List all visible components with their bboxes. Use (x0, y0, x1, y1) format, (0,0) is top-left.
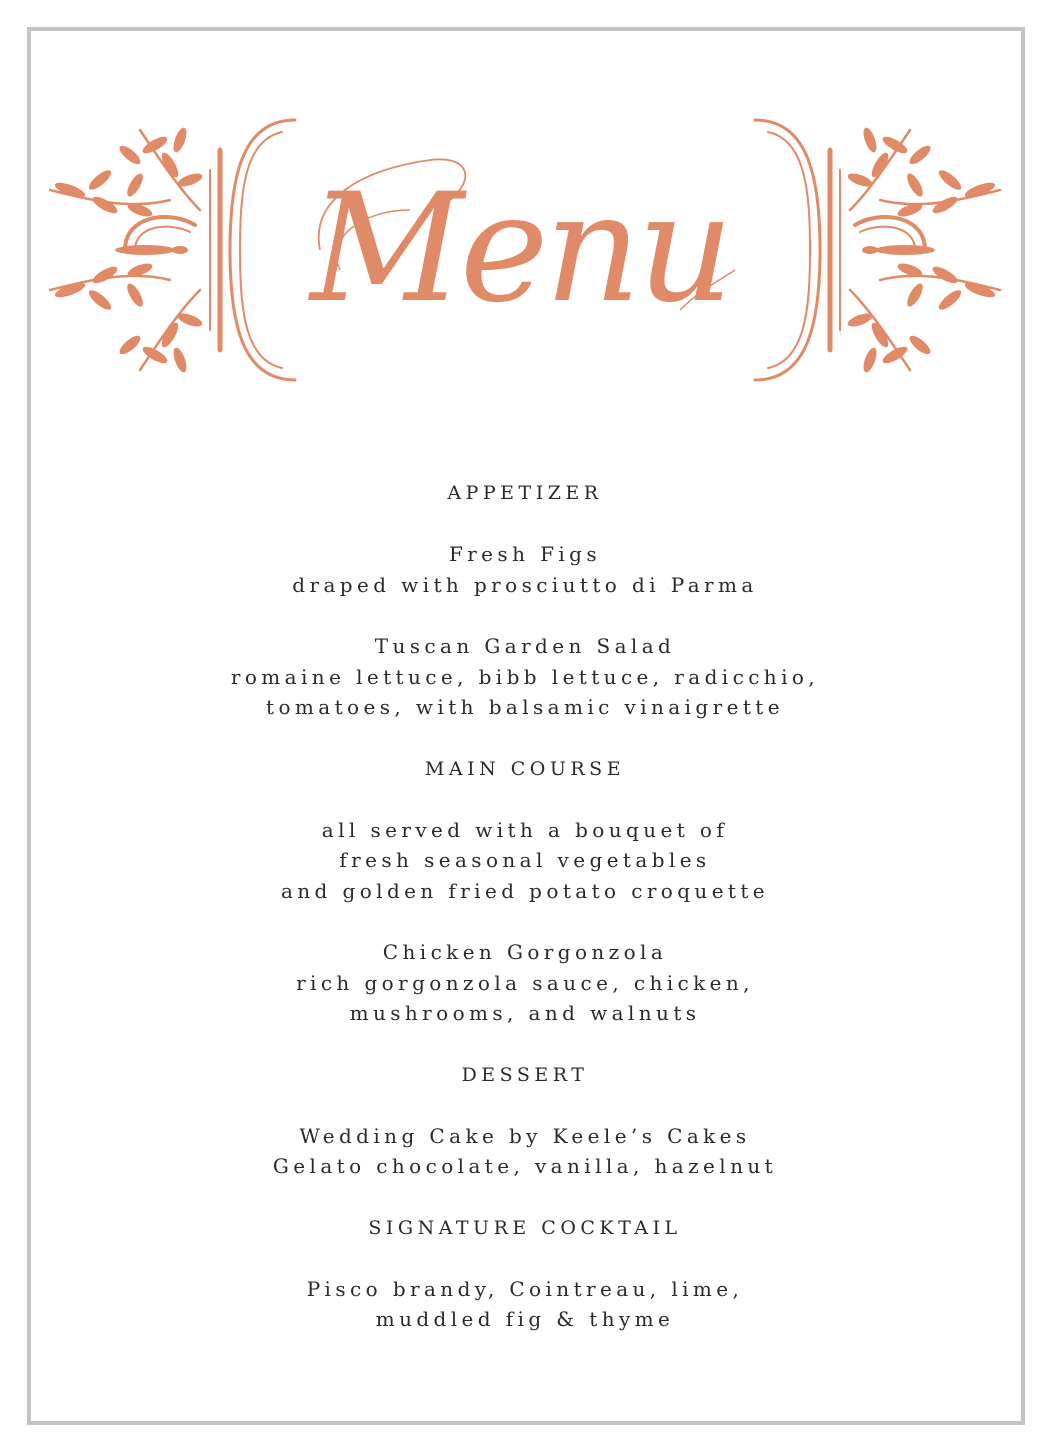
section-signature-cocktail (100, 1213, 950, 1335)
item-line: romaine lettuce, bibb lettuce, radicchio, (230, 664, 820, 689)
menu-item (100, 815, 950, 907)
menu-item (100, 1121, 950, 1182)
floral-bracket-icon (740, 110, 1020, 390)
item-line: draped with prosciutto di Parma (292, 572, 758, 597)
floral-bracket-icon (30, 110, 310, 390)
menu-header (0, 0, 1050, 420)
section-heading: APPETIZER (447, 482, 603, 504)
menu-title (300, 140, 740, 340)
menu-item (100, 631, 950, 723)
section-dessert (100, 1060, 950, 1182)
section-main-course (100, 754, 950, 1029)
menu-title-text: Menu (310, 162, 730, 336)
item-line: Fresh Figs (448, 542, 602, 566)
item-line: rich gorgonzola sauce, chicken, (296, 970, 754, 995)
item-line: Gelato chocolate, vanilla, hazelnut (272, 1154, 778, 1178)
item-line: and golden fried potato croquette (280, 878, 770, 903)
item-line: Tuscan Garden Salad (374, 634, 676, 658)
section-heading: SIGNATURE COCKTAIL (368, 1216, 682, 1239)
item-line: muddled fig & thyme (375, 1307, 675, 1331)
item-line: Pisco brandy, Cointreau, lime, (306, 1276, 744, 1301)
item-line: Wedding Cake by Keele’s Cakes (299, 1123, 751, 1148)
menu-item (100, 937, 950, 1029)
item-line: tomatoes, with balsamic vinaigrette (266, 695, 784, 719)
section-appetizer (100, 478, 950, 723)
menu-item (100, 1274, 950, 1335)
section-heading: DESSERT (461, 1063, 589, 1086)
item-line: mushrooms, and walnuts (349, 1001, 701, 1025)
menu-item (100, 539, 950, 600)
section-heading: MAIN COURSE (424, 757, 626, 780)
item-line: fresh seasonal vegetables (339, 848, 711, 872)
item-line: all served with a bouquet of (321, 817, 729, 842)
menu-body (100, 478, 950, 1366)
item-line: Chicken Gorgonzola (382, 940, 668, 964)
